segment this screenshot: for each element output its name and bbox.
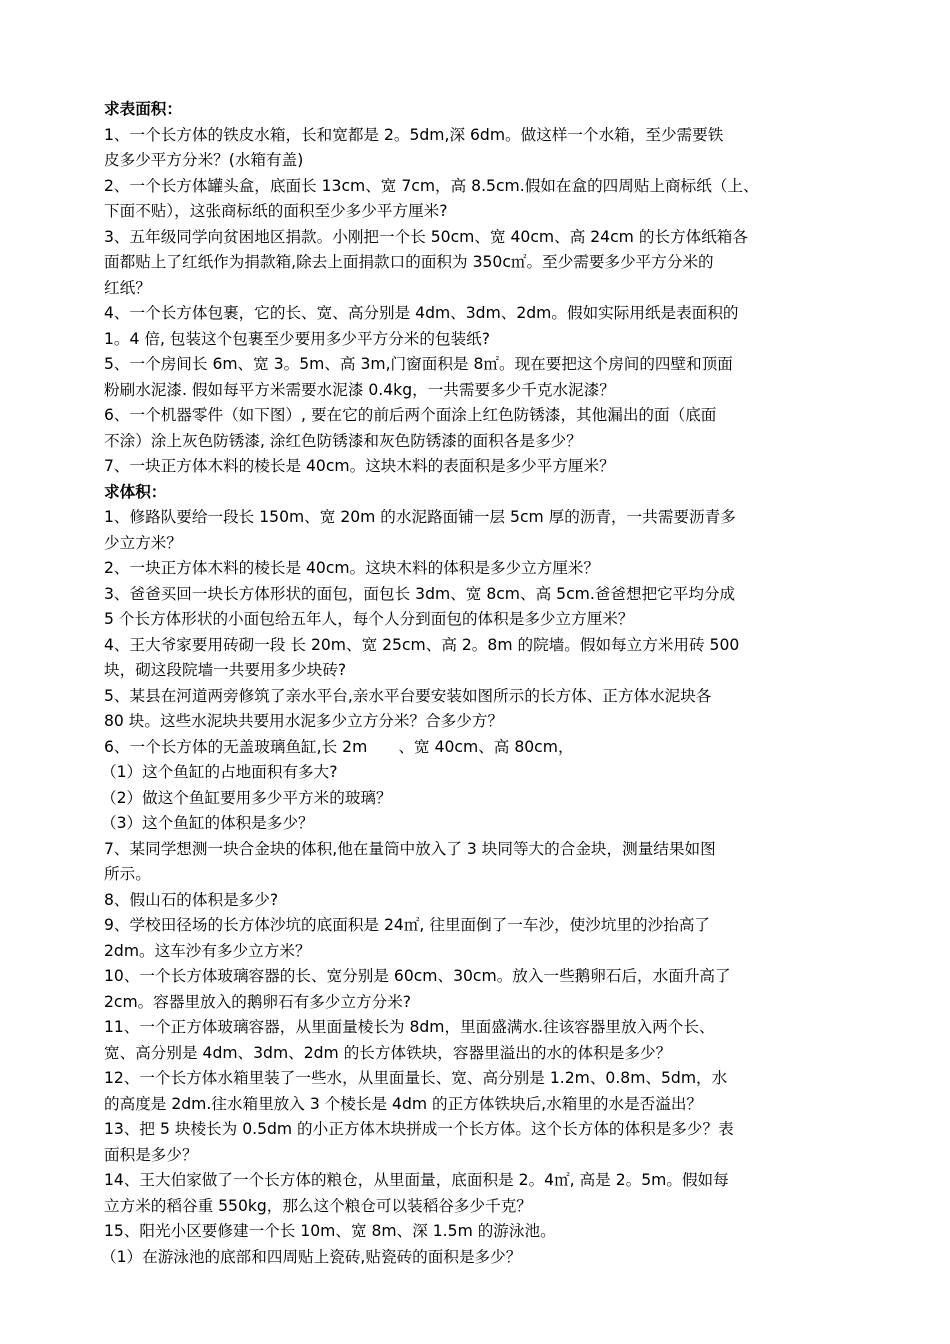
problem-line: 少立方米？ xyxy=(104,533,182,552)
problem-line: 7、某同学想测一块合金块的体积,他在量筒中放入了 3 块同等大的合金块，测量结果如图 xyxy=(104,839,716,858)
problem-line: 2cm。容器里放入的鹅卵石有多少立方分米? xyxy=(104,992,412,1011)
problem-line: 1、一个长方体的铁皮水箱，长和宽都是 2。5dm,深 6dm。做这样一个水箱，至少需要铁 xyxy=(104,125,724,144)
problem-line: 1、修路队要给一段长 150m、宽 20m 的水泥路面铺一层 5cm 厚的沥青，一共需要沥青多 xyxy=(104,508,736,526)
document-page xyxy=(101,97,856,1270)
section-heading: 求表面积： xyxy=(104,100,182,118)
problem-line: 6、一个机器零件（如下图）, 要在它的前后两个面涂上红色防锈漆，其他漏出的面（底面 xyxy=(104,406,717,424)
problem-line: 2dm。这车沙有多少立方米？ xyxy=(104,941,311,960)
problem-line: 立方米的稻谷重 550kg，那么这个粮仓可以装稻谷多少千克？ xyxy=(104,1196,532,1215)
problem-line: 3、爸爸买回一块长方体形状的面包，面包长 3dm、宽 8cm、高 5cm.爸爸想把它平均分成 xyxy=(104,584,736,603)
problem-line: 皮多少平方分米？(水箱有盖) xyxy=(104,151,304,169)
problem-line: 14、王大伯家做了一个长方体的粮仓，从里面量，底面积是 2。4㎡, 高是 2。5m。假如每 xyxy=(104,1171,729,1189)
problem-line: 宽、高分别是 4dm、3dm、2dm 的长方体铁块，容器里溢出的水的体积是多少？ xyxy=(104,1043,672,1062)
problem-line: （1）这个鱼缸的占地面积有多大? xyxy=(101,763,338,781)
problem-line: 面都贴上了红纸作为捐款箱,除去上面捐款口的面积为 350c㎡。至少需要多少平方分米的 xyxy=(104,253,714,271)
problem-line: 粉刷水泥漆. 假如每平方米需要水泥漆 0.4kg，一共需要多少千克水泥漆？ xyxy=(104,380,615,399)
problem-line: 红纸？ xyxy=(104,278,151,297)
problem-line: 80 块。这些水泥块共要用水泥多少立方分米？合多少方？ xyxy=(104,712,504,730)
problem-line: 5、一个房间长 6m、宽 3。5m、高 3m,门窗面积是 8㎡。现在要把这个房间的四壁和顶面 xyxy=(104,355,733,373)
problem-line: （2）做这个鱼缸要用多少平方米的玻璃？ xyxy=(101,788,392,807)
problem-line: 的高度是 2dm.往水箱里放入 3 个棱长是 4dm 的正方体铁块后,水箱里的水是否溢出？ xyxy=(104,1094,703,1113)
problem-line: 1。4 倍, 包装这个包裹至少要用多少平方分米的包装纸? xyxy=(104,329,491,348)
problem-line: 11、一个正方体玻璃容器，从里面量棱长为 8dm，里面盛满水.往该容器里放入两个长、 xyxy=(104,1018,715,1036)
problem-line: 所示。 xyxy=(104,865,151,883)
problem-line: 5 个长方体形状的小面包给五年人，每个人分到面包的体积是多少立方厘米？ xyxy=(104,610,634,628)
problem-line: 12、一个长方体水箱里装了一些水，从里面量长、宽、高分别是 1.2m、0.8m、5dm，水 xyxy=(104,1069,728,1087)
problem-line: 4、一个长方体包裹，它的长、宽、高分别是 4dm、3dm、2dm。假如实际用纸是表面积的 xyxy=(104,304,739,322)
problem-line: 2、一个长方体罐头盒，底面长 13cm、宽 7cm，高 8.5cm.假如在盒的四周贴上商标纸（上、 xyxy=(104,176,759,195)
problem-line: 15、阳光小区要修建一个长 10m、宽 8m、深 1.5m 的游泳池。 xyxy=(104,1222,556,1240)
problem-line: 8、假山石的体积是多少? xyxy=(104,890,279,909)
section-heading: 求体积： xyxy=(104,482,167,501)
problem-line: 9、学校田径场的长方体沙坑的底面积是 24㎡, 往里面倒了一车沙，使沙坑里的沙抬高了 xyxy=(104,916,711,934)
problem-line: 不涂）涂上灰色防锈漆, 涂红色防锈漆和灰色防锈漆的面积各是多少？ xyxy=(104,431,582,450)
problem-line: （1）在游泳池的底部和四周贴上瓷砖,贴瓷砖的面积是多少？ xyxy=(101,1247,522,1266)
problem-line: 6、一个长方体的无盖玻璃鱼缸,长 2m 、宽 40cm、高 80cm， xyxy=(104,737,574,756)
problem-line: 下面不贴），这张商标纸的面积至少多少平方厘米? xyxy=(104,202,448,220)
problem-line: 4、王大爷家要用砖砌一段 长 20m、宽 25cm、高 2。8m 的院墙。假如每立方米用砖 500 xyxy=(104,635,740,654)
problem-line: 13、把 5 块棱长为 0.5dm 的小正方体木块拼成一个长方体。这个长方体的体积是多少？表 xyxy=(104,1120,734,1138)
problem-line: 面积是多少？ xyxy=(104,1145,198,1164)
problem-line: 10、一个长方体玻璃容器的长、宽分别是 60cm、30cm。放入一些鹅卵石后，水面升高了 xyxy=(104,967,731,985)
problem-line: 5、某县在河道两旁修筑了亲水平台,亲水平台要安装如图所示的长方体、正方体水泥块各 xyxy=(104,686,712,705)
problem-line: 2、一块正方体木料的棱长是 40cm。这块木料的体积是多少立方厘米？ xyxy=(104,559,600,577)
problem-line: 3、五年级同学向贫困地区捐款。小刚把一个长 50cm、宽 40cm、高 24cm 的长方体纸箱各 xyxy=(104,227,748,246)
problem-line: 7、一块正方体木料的棱长是 40cm。这块木料的表面积是多少平方厘米？ xyxy=(104,457,615,475)
problem-line: 块，砌这段院墙一共要用多少块砖? xyxy=(104,661,347,679)
problem-line: （3）这个鱼缸的体积是多少？ xyxy=(101,814,314,832)
